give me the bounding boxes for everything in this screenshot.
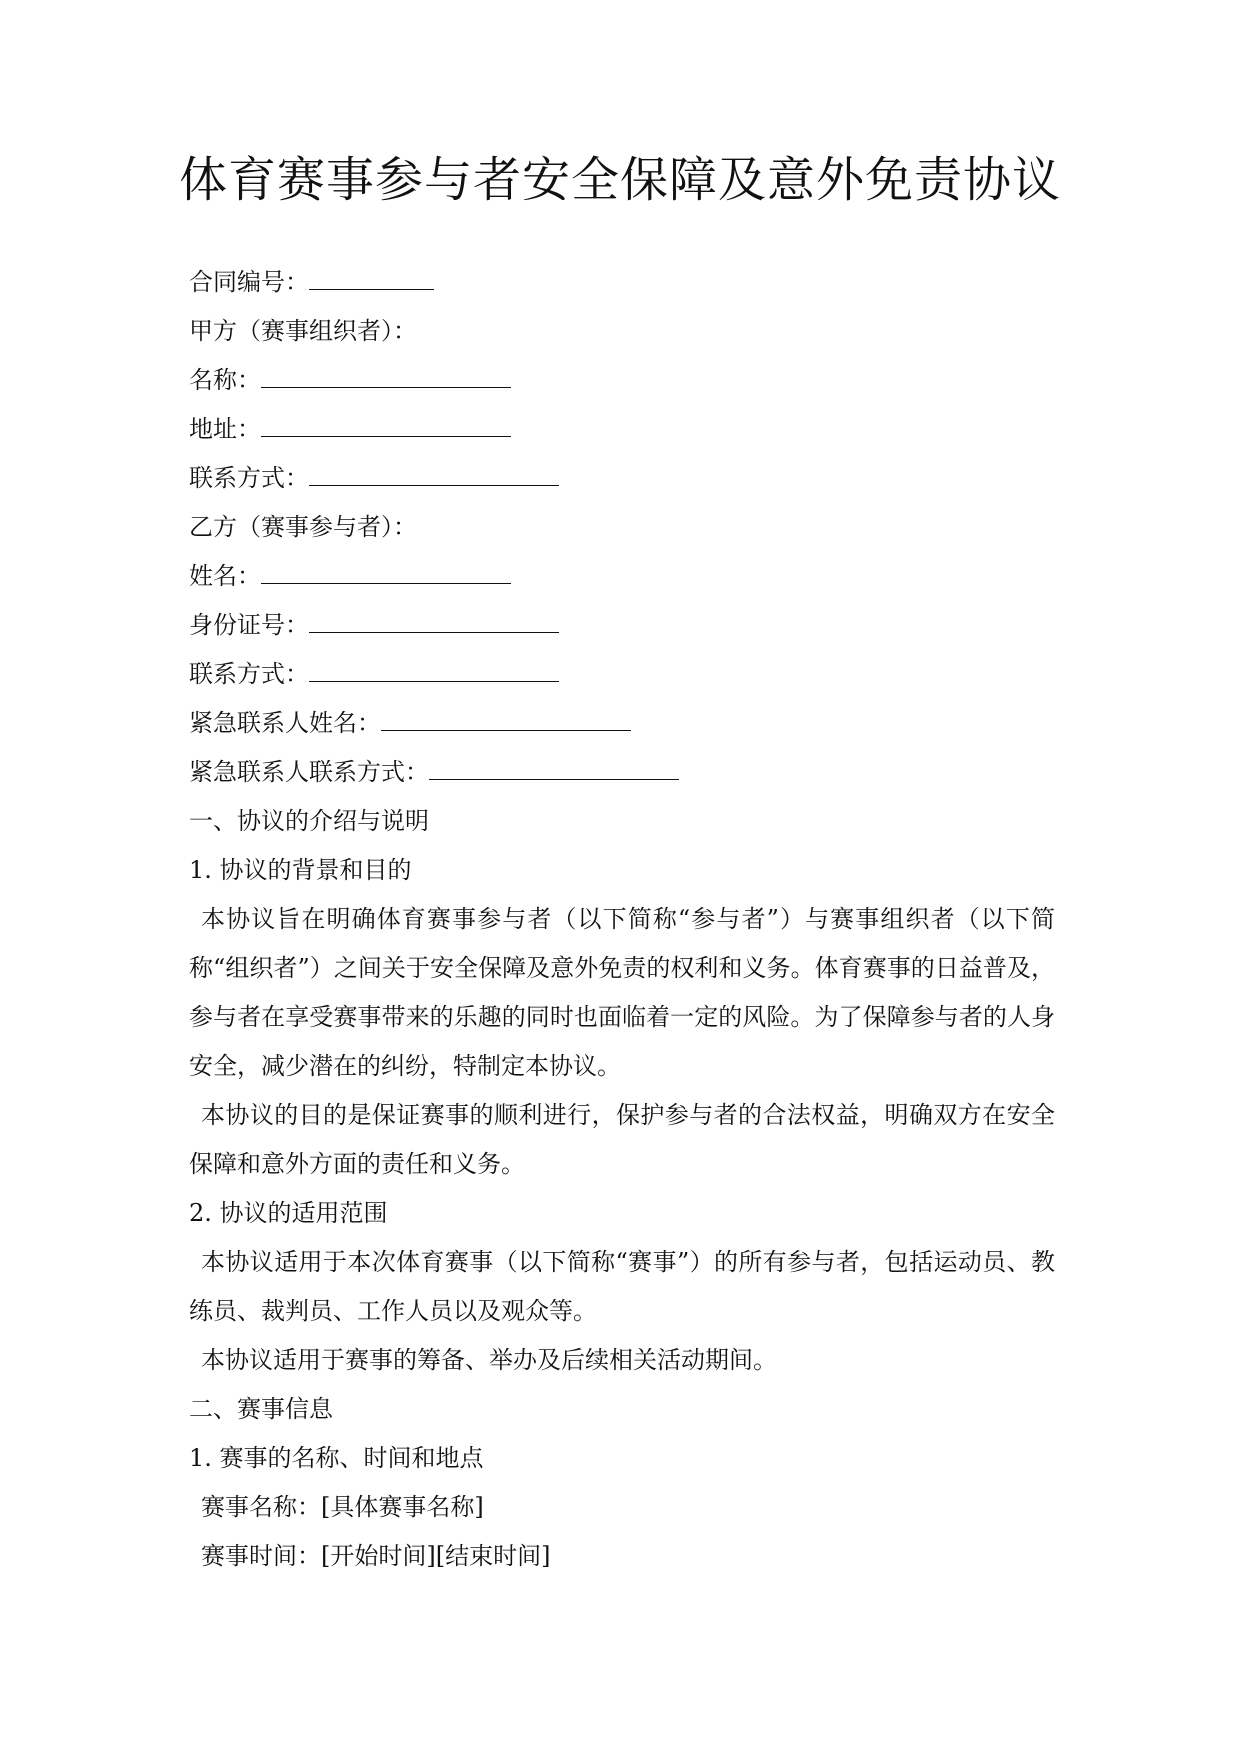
party-a-heading: 甲方（赛事组织者）： [189, 317, 417, 345]
section-1-sub-2-heading: 2. 协议的适用范围 [189, 1199, 388, 1227]
party-b-contact-blank [309, 653, 559, 682]
section-2-heading: 二、赛事信息 [189, 1395, 333, 1423]
party-b-contact-label: 联系方式： [189, 660, 309, 688]
emergency-name-blank [381, 702, 631, 731]
section-1-sub-2-paragraph-2: 本协议适用于赛事的筹备、举办及后续相关活动期间。 [201, 1346, 777, 1374]
contract-number-line [189, 258, 1055, 307]
party-b-name-blank [261, 555, 511, 584]
event-time-line: 赛事时间：[开始时间][结束时间] [201, 1542, 551, 1570]
event-name-line: 赛事名称：[具体赛事名称] [201, 1493, 484, 1521]
party-a-address-blank [261, 408, 511, 437]
section-1-sub-1-heading: 1. 协议的背景和目的 [189, 856, 412, 884]
party-a-name-blank [261, 359, 511, 388]
party-a-name-line [189, 356, 1055, 405]
party-b-id-line [189, 601, 1055, 650]
section-1-sub-1-paragraph-1: 本协议旨在明确体育赛事参与者（以下简称“参与者”）与赛事组织者（以下简称“组织者”）之间关于安全保障及意外免责的权利和义务。体育赛事的日益普及，参与者在享受赛事带来的乐趣的同时也面临着一定的风险。为了保障参与者的人身安全，减少潜在的纠纷，特制定本协议。 [189, 905, 1055, 1080]
section-1-heading: 一、协议的介绍与说明 [189, 807, 429, 835]
party-a-address-label: 地址： [189, 415, 261, 443]
document-title: 体育赛事参与者安全保障及意外免责协议 [178, 152, 1061, 208]
document-body [189, 258, 1055, 1581]
party-a-contact-line [189, 454, 1055, 503]
party-b-name-label: 姓名： [189, 562, 261, 590]
emergency-contact-label: 紧急联系人联系方式： [189, 758, 429, 786]
party-a-address-line [189, 405, 1055, 454]
party-b-heading: 乙方（赛事参与者）： [189, 513, 417, 541]
contract-number-blank [309, 261, 434, 290]
emergency-name-label: 紧急联系人姓名： [189, 709, 381, 737]
contract-number-label: 合同编号： [189, 268, 309, 296]
emergency-name-line [189, 699, 1055, 748]
party-b-name-line [189, 552, 1055, 601]
party-a-name-label: 名称： [189, 366, 261, 394]
party-a-contact-blank [309, 457, 559, 486]
party-b-id-label: 身份证号： [189, 611, 309, 639]
section-1-sub-1-paragraph-2: 本协议的目的是保证赛事的顺利进行，保护参与者的合法权益，明确双方在安全保障和意外方面的责任和义务。 [189, 1101, 1055, 1178]
party-a-contact-label: 联系方式： [189, 464, 309, 492]
section-1-sub-2-paragraph-1: 本协议适用于本次体育赛事（以下简称“赛事”）的所有参与者，包括运动员、教练员、裁判员、工作人员以及观众等。 [189, 1248, 1055, 1325]
section-2-sub-1-heading: 1. 赛事的名称、时间和地点 [189, 1444, 484, 1472]
emergency-contact-blank [429, 751, 679, 780]
party-b-contact-line [189, 650, 1055, 699]
party-b-id-blank [309, 604, 559, 633]
emergency-contact-line [189, 748, 1055, 797]
